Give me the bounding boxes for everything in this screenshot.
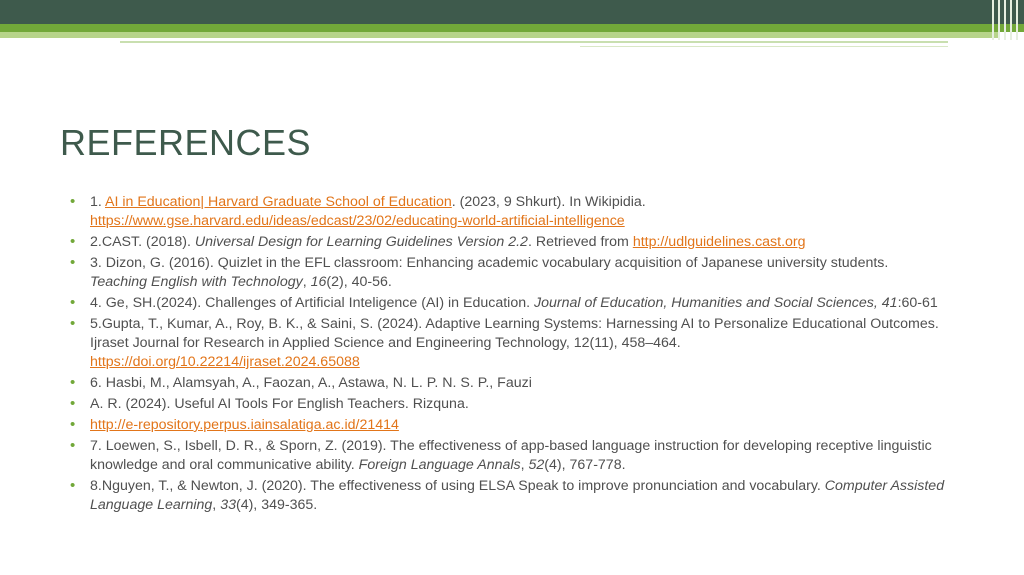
slide-title: REFERENCES: [60, 122, 312, 163]
reference-journal: Teaching English with Technology: [90, 274, 303, 290]
reference-item-8: [70, 477, 960, 515]
decorative-line: [120, 41, 948, 43]
reference-text: ,: [212, 497, 221, 513]
reference-text: 2.CAST. (2018).: [90, 234, 195, 250]
reference-text: 8.Nguyen, T., & Newton, J. (2020). The effectiveness of using ELSA Speak to improve pronunciation and vocabulary.: [90, 478, 825, 494]
reference-journal: Computer Assisted Language Learning: [90, 478, 945, 513]
reference-link[interactable]: AI in Education| Harvard Graduate School of Education: [105, 194, 452, 210]
reference-item-7: [70, 437, 960, 475]
decorative-line: [580, 46, 948, 47]
reference-title: Universal Design for Learning Guidelines Version 2.2: [194, 234, 528, 250]
reference-url-link[interactable]: https://doi.org/10.22214/ijraset.2024.65088: [90, 354, 360, 370]
reference-item-6-url: [70, 416, 960, 435]
reference-text: 4. Ge, SH.(2024). Challenges of Artificial Inteligence (AI) in Education.: [90, 295, 534, 311]
reference-text: . Retrieved from: [527, 234, 633, 250]
reference-volume: 52: [528, 457, 545, 473]
reference-volume: 16: [310, 274, 327, 290]
reference-url-link[interactable]: https://www.gse.harvard.edu/ideas/edcast/23/02/educating-world-artificial-intelligence: [90, 213, 625, 229]
reference-text: 3. Dizon, G. (2016). Quizlet in the EFL classroom: Enhancing academic vocabulary acquisition of Japanese university students.: [90, 255, 889, 271]
reference-text: (2), 40-56.: [326, 274, 392, 290]
reference-text: (4), 767-778.: [544, 457, 626, 473]
reference-volume: 33: [220, 497, 236, 513]
reference-text: (4), 349-365.: [235, 497, 318, 513]
reference-text: :60-61: [897, 295, 938, 311]
header-band-light: [0, 32, 1000, 38]
reference-text: . (2023, 9 Shkurt). In Wikipidia.: [451, 194, 646, 210]
reference-item-6-continued: [70, 395, 960, 414]
reference-url-link[interactable]: http://udlguidelines.cast.org: [632, 234, 806, 250]
reference-item-6: [70, 374, 960, 393]
reference-text: 1.: [90, 194, 105, 210]
reference-item-1: [70, 193, 960, 231]
reference-journal: Journal of Education, Humanities and Social Sciences, 41: [533, 295, 898, 311]
reference-text: 7. Loewen, S., Isbell, D. R., & Sporn, Z. (2019). The effectiveness of app-based language instruction for developing receptive linguistic knowledge and oral communicative ability.: [90, 438, 932, 473]
reference-item-4: [70, 294, 960, 313]
header-band-dark: [0, 0, 1024, 24]
reference-item-5: [70, 315, 960, 372]
reference-text: ,: [302, 274, 311, 290]
header-band-green: [0, 24, 1024, 32]
reference-text: A. R. (2024). Useful AI Tools For English Teachers. Rizquna.: [90, 396, 469, 412]
reference-journal: Foreign Language Annals: [358, 457, 521, 473]
reference-item-2: [70, 233, 960, 252]
decorative-stripes: [988, 0, 1024, 40]
reference-text: 5.Gupta, T., Kumar, A., Roy, B. K., & Saini, S. (2024). Adaptive Learning Systems: Harnessing AI to Personalize Educational Outcomes. Ijraset Journal for Research in Applied Science and Engineering Technology, 12(11), 458–464.: [90, 316, 939, 351]
reference-text: 6. Hasbi, M., Alamsyah, A., Faozan, A., Astawa, N. L. P. N. S. P., Fauzi: [90, 375, 532, 391]
reference-url-link[interactable]: http://e-repository.perpus.iainsalatiga.ac.id/21414: [90, 417, 399, 433]
reference-text: ,: [520, 457, 529, 473]
reference-item-3: [70, 254, 960, 292]
reference-list: [70, 193, 960, 517]
